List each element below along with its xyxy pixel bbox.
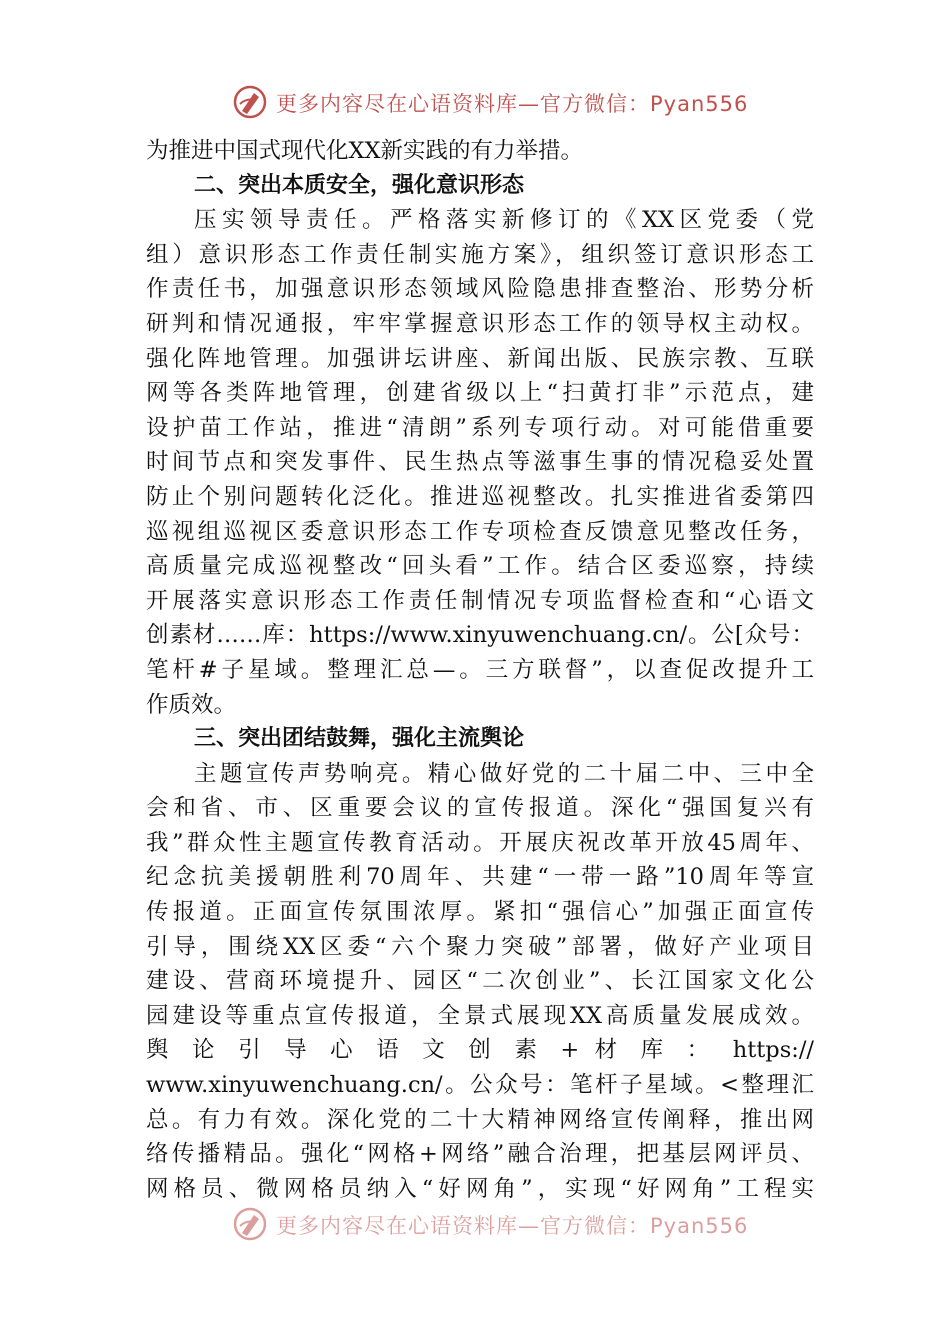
paragraph-line: 作责任书，加强意识形态领域风险隐患排查整治、形势分析 bbox=[146, 276, 814, 303]
paragraph-line: 高质量完成巡视整改“回头看”工作。结合区委巡察，持续 bbox=[146, 553, 814, 580]
paragraph-line: 巡视组巡视区委意识形态工作专项检查反馈意见整改任务， bbox=[146, 518, 814, 545]
paragraph-line: 强化阵地管理。加强讲坛讲座、新闻出版、民族宗教、互联 bbox=[146, 345, 814, 372]
paragraph-line: 压实领导责任。严格落实新修订的《XX区党委（党 bbox=[194, 207, 814, 234]
paragraph-line: 研判和情况通报，牢牢掌握意识形态工作的领导权主动权。 bbox=[146, 310, 814, 337]
paragraph-line: 络传播精品。强化“网格+网络”融合治理，把基层网评员、 bbox=[146, 1141, 814, 1168]
watermark-text: 更多内容尽在心语资料库—官方微信：Pyan556 bbox=[276, 1214, 749, 1238]
section-heading: 三、突出团结鼓舞，强化主流舆论 bbox=[194, 726, 525, 752]
paragraph-line: 组）意识形态工作责任制实施方案》，组织签订意识形态工 bbox=[146, 241, 814, 268]
paragraph-line: 主题宣传声势响亮。精心做好党的二十届二中、三中全 bbox=[194, 760, 814, 787]
paragraph-line: 传报道。正面宣传氛围浓厚。紧扣“强信心”加强正面宣传 bbox=[146, 899, 814, 926]
paragraph-line: 纪念抗美援朝胜利70周年、共建“一带一路”10周年等宣 bbox=[146, 864, 814, 891]
watermark-header bbox=[0, 82, 950, 122]
watermark-text: 更多内容尽在心语资料库—官方微信：Pyan556 bbox=[276, 92, 749, 116]
paragraph-line: 时间节点和突发事件、民生热点等滋事生事的情况稳妥处置 bbox=[146, 449, 814, 476]
paragraph-line: www.xinyuwenchuang.cn/。公众号：笔杆子星域。<整理汇 bbox=[146, 1072, 814, 1099]
paragraph-line: 开展落实意识形态工作责任制情况专项监督检查和“心语文 bbox=[146, 587, 814, 614]
paragraph-line: 引导，围绕XX区委“六个聚力突破”部署，做好产业项目 bbox=[146, 933, 814, 960]
watermark-footer bbox=[0, 1204, 950, 1244]
paragraph-line: 防止个别问题转化泛化。推进巡视整改。扎实推进省委第四 bbox=[146, 483, 814, 510]
paragraph-line: 网格员、微网格员纳入“好网角”，实现“好网角”工程实 bbox=[146, 1175, 814, 1202]
paragraph-line: 园建设等重点宣传报道，全景式展现XX高质量发展成效。 bbox=[146, 1002, 814, 1029]
paragraph-line: 设护苗工作站，推进“清朗”系列专项行动。对可能借重要 bbox=[146, 414, 814, 441]
paragraph-line: 为推进中国式现代化XX新实践的有力举措。 bbox=[146, 138, 584, 164]
paragraph-line: 网等各类阵地管理，创建省级以上“扫黄打非”示范点，建 bbox=[146, 380, 814, 407]
pen-nib-circle-icon bbox=[232, 1206, 268, 1242]
paragraph-line: 总。有力有效。深化党的二十大精神网络宣传阐释，推出网 bbox=[146, 1106, 814, 1133]
section-heading: 二、突出本质安全，强化意识形态 bbox=[194, 172, 525, 198]
pen-nib-circle-icon bbox=[232, 84, 268, 120]
paragraph-line: 笔杆#子星域。整理汇总—。三方联督”，以查促改提升工 bbox=[146, 656, 814, 683]
document-body bbox=[146, 134, 814, 1206]
paragraph-line: 建设、营商环境提升、园区“二次创业”、长江国家文化公 bbox=[146, 968, 814, 995]
paragraph-line: 作质效。 bbox=[146, 691, 237, 718]
paragraph-line: 舆 论 引 导 心 语 文 创 素 + 材 库 ： https:// bbox=[146, 1037, 814, 1064]
paragraph-line: 会和省、市、区重要会议的宣传报道。深化“强国复兴有 bbox=[146, 795, 814, 822]
paragraph-line: 创素材……库：https://www.xinyuwenchuang.cn/。公[众号： bbox=[146, 622, 814, 649]
paragraph-line: 我”群众性主题宣传教育活动。开展庆祝改革开放45周年、 bbox=[146, 829, 814, 856]
